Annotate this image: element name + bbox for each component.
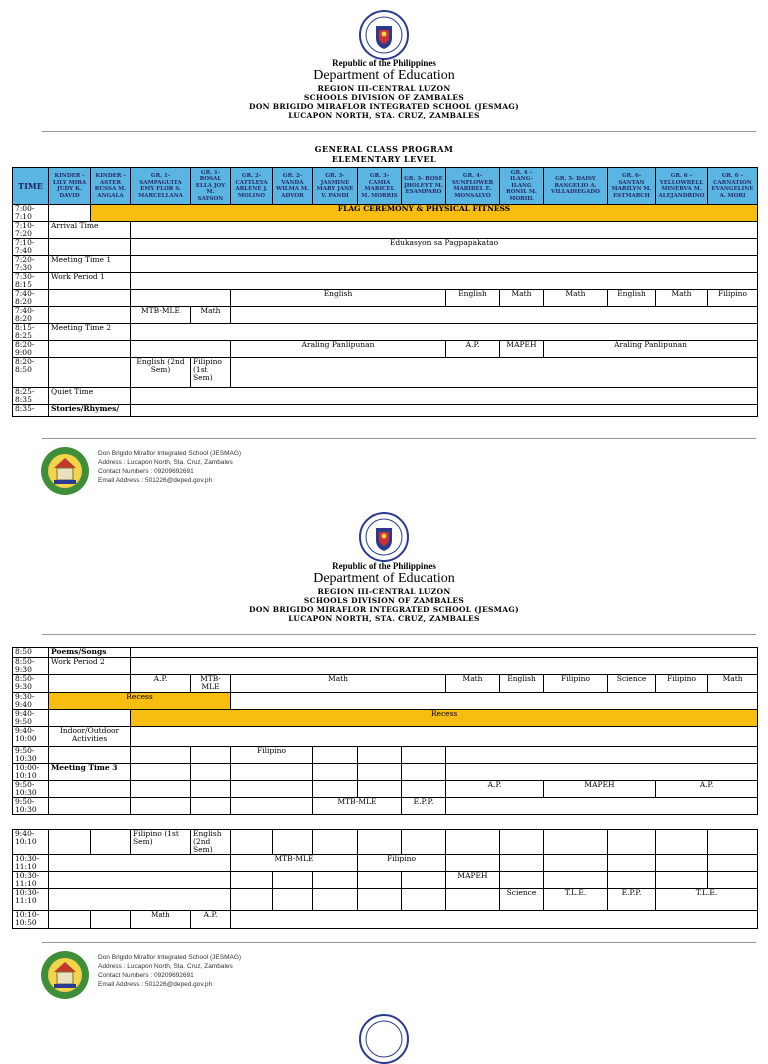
subject-cell: English (2nd Sem) [131,358,191,388]
divider [42,942,756,943]
footer-contact: Contact Numbers : 09209692691 [98,468,194,475]
time-cell: 9:40-10:10 [13,830,49,855]
col-header: GR. 4- SUNFLOWER MARIBEL E. MONSALVO [446,168,500,205]
time-cell: 7:10-7:40 [13,239,49,256]
table-row [13,727,758,747]
subject-cell: A.P. [131,675,191,693]
table-row [13,256,758,273]
subject-cell: Math [446,675,500,693]
table-row [13,911,758,929]
footer [40,446,340,496]
poems-cell: Poems/Songs [49,648,131,658]
time-cell: 9:30-9:40 [13,693,49,710]
program-title [0,144,768,164]
time-cell: 8:25-8:35 [13,388,49,405]
region-label: REGION III-CENTRAL LUZON [317,84,451,93]
recess-cell: Recess [49,693,231,710]
subject-cell: Edukasyon sa Pagpapakatao [131,239,758,256]
subject-cell: MTB-MLE [313,798,402,815]
flag-ceremony-cell: FLAG CEREMONY & PHYSICAL FITNESS [91,205,758,222]
subject-cell: Science [608,675,656,693]
republic-label: Republic of the Philippines [332,561,436,571]
subject-cell: E.P.P. [608,889,656,911]
time-cell: 8:20-9:00 [13,341,49,358]
table-row [13,290,758,307]
header-row [13,168,758,205]
table-row [13,675,758,693]
region-label: REGION III-CENTRAL LUZON [317,587,451,596]
subject-cell: Filipino (1st Sem) [191,358,231,388]
time-cell: 7:30-8:15 [13,273,49,290]
deped-seal-icon [359,1014,409,1064]
meeting-cell: Meeting Time 2 [49,324,131,341]
school-label: DON BRIGIDO MIRAFLOR INTEGRATED SCHOOL (JESMAG) [249,605,519,614]
subject-cell: Science [500,889,544,911]
table-row [13,239,758,256]
time-cell: 9:50-10:30 [13,747,49,764]
time-header: TIME [13,168,49,205]
subject-cell: English (2nd Sem) [191,830,231,855]
subject-cell: Math [708,675,758,693]
col-header: KINDER - ASTER RUSSA M. ANGALA [91,168,131,205]
subject-cell: Filipino (1st Sem) [131,830,191,855]
subject-cell: MAPEH [544,781,656,798]
subject-cell: Filipino [708,290,758,307]
page-header [0,58,768,120]
divider [42,131,756,132]
col-header: GR. 6 – YELLOWBELL MINERVA M. ALEJANDRINO [656,168,708,205]
subject-cell: T.L.E. [656,889,758,911]
table-row [13,658,758,675]
table-row [13,324,758,341]
col-header: GR. 1- ROSAL ELLA JOY M. SAYSON [191,168,231,205]
time-cell: 9:50-10:30 [13,798,49,815]
table-row [13,648,758,658]
time-cell: 7:10-7:20 [13,222,49,239]
col-header: GR. 3- CAMIA MARICEL M. MORRIS [358,168,402,205]
time-cell: 9:50-10:30 [13,781,49,798]
subject-cell: E.P.P. [402,798,446,815]
time-cell: 9:40-10:00 [13,727,49,747]
subject-cell: Filipino [656,675,708,693]
subject-cell: Math [656,290,708,307]
table-row [13,273,758,290]
time-cell: 8:50-9:30 [13,675,49,693]
table-row [13,830,758,855]
meeting-cell: Meeting Time 1 [49,256,131,273]
schedule-table-2 [12,647,758,815]
time-cell: 8:15-8:25 [13,324,49,341]
time-cell: 7:40-8:20 [13,290,49,307]
deped-seal-icon [359,512,409,562]
time-cell: 10:30-11:10 [13,889,49,911]
divider [42,634,756,635]
col-header: GR. 2- VANDA WILMA M. ADVOR [273,168,313,205]
time-cell: 7:20-7:30 [13,256,49,273]
table-row [13,307,758,324]
col-header: GR. 3- ROSE JHOLEYT M. ESAMPARO [402,168,446,205]
time-cell: 10:00-10:10 [13,764,49,781]
department-title: Department of Education [313,68,455,83]
subject-cell: A.P. [446,781,544,798]
table-row [13,889,758,911]
school-label: DON BRIGIDO MIRAFLOR INTEGRATED SCHOOL (JESMAG) [249,102,519,111]
time-cell: 8:50-9:30 [13,658,49,675]
table-row [13,798,758,815]
subject-cell: Math [500,290,544,307]
program-name: GENERAL CLASS PROGRAM [314,144,454,154]
subject-cell: A.P. [191,911,231,929]
table-row [13,222,758,239]
page-header [0,561,768,623]
subject-cell: Araling Panlipunan [544,341,758,358]
subject-cell: Filipino [358,855,446,872]
footer-address: Address : Lucapon North, Sta. Cruz, Zambales [98,459,233,466]
footer-school-name: Don Brigido Miraflor Integrated School (JESMAG) [98,450,242,457]
footer-contact: Contact Numbers : 09209692691 [98,972,194,979]
time-cell: 8:20-8:50 [13,358,49,388]
footer-email: Email Address : 501226@deped.gov.ph [98,981,213,988]
table-row [13,710,758,727]
program-level: ELEMENTARY LEVEL [331,154,437,164]
table-row [13,388,758,405]
col-header: GR. 2- CATTLEYA ARLENE J. MOLINO [231,168,273,205]
time-cell: 10:30-11:10 [13,855,49,872]
footer-email: Email Address : 501226@deped.gov.ph [98,477,213,484]
schedule-table-1 [12,167,758,417]
time-cell: 7:00-7:10 [13,205,49,222]
department-title: Department of Education [313,571,455,586]
footer-school-name: Don Brigido Miraflor Integrated School (JESMAG) [98,954,242,961]
arrival-cell: Arrival Time [49,222,131,239]
col-header: GR. 3- JASMINE MARY JANE V. PANDI [313,168,358,205]
subject-cell: MTB-MLE [191,675,231,693]
table-row [13,405,758,417]
table-row [13,764,758,781]
table-row [13,205,758,222]
subject-cell: A.P. [446,341,500,358]
subject-cell: Filipino [231,747,313,764]
activity-cell: Indoor/Outdoor Activities [49,727,131,747]
time-cell: 10:30-11:10 [13,872,49,889]
table-row [13,781,758,798]
division-label: SCHOOLS DIVISION OF ZAMBALES [303,596,465,605]
subject-cell: Filipino [544,675,608,693]
school-logo-icon [40,950,90,1000]
subject-cell: English [446,290,500,307]
subject-cell: English [500,675,544,693]
subject-cell: Math [131,911,191,929]
subject-cell: Math [544,290,608,307]
republic-label: Republic of the Philippines [332,58,436,68]
time-cell: 9:40-9:50 [13,710,49,727]
subject-cell: MTB-MLE [131,307,191,324]
subject-cell: Math [191,307,231,324]
subject-cell: English [608,290,656,307]
col-header: GR. 4 – ILANG-ILANG RONIL M. MORIIL [500,168,544,205]
meeting-cell: Meeting Time 3 [49,764,131,781]
address-label: LUCAPON NORTH, STA. CRUZ, ZAMBALES [288,614,480,623]
subject-cell: English [231,290,446,307]
subject-cell: T.L.E. [544,889,608,911]
schedule-table-3 [12,829,758,929]
col-header: GR. 1- SAMPAGUITA EMY FLOR S. MARCELLANA [131,168,191,205]
col-header: GR. 6- SANTAN MARILYN M. ESTMARCH [608,168,656,205]
division-label: SCHOOLS DIVISION OF ZAMBALES [303,93,465,102]
subject-cell: Math [231,675,446,693]
footer-address: Address : Lucapon North, Sta. Cruz, Zambales [98,963,233,970]
recess-cell: Recess [131,710,758,727]
table-row [13,341,758,358]
table-row [13,872,758,889]
quiet-time-cell: Quiet Time [49,388,131,405]
footer-text [98,449,241,485]
col-header: GR. 6 – CARNATION EVANGELINE A. MORI [708,168,758,205]
divider [42,438,756,439]
subject-cell: MAPEH [500,341,544,358]
col-header: KINDER - LILY MIRA JUDY K. DAVID [49,168,91,205]
footer-text [98,953,241,989]
subject-cell: Araling Panlipunan [231,341,446,358]
time-cell: 7:40-8:20 [13,307,49,324]
time-cell: 8:50 [13,648,49,658]
school-logo-icon [40,446,90,496]
subject-cell: MAPEH [446,872,500,889]
work-period-cell: Work Period 1 [49,273,131,290]
col-header: GR. 5- DAISY RANGELIO A. VILLADIEGADO [544,168,608,205]
table-row [13,358,758,388]
table-row [13,747,758,764]
table-row [13,855,758,872]
address-label: LUCAPON NORTH, STA. CRUZ, ZAMBALES [288,111,480,120]
footer [40,950,340,1000]
work-period-cell: Work Period 2 [49,658,131,675]
stories-cell: Stories/Rhymes/ [49,405,131,417]
deped-seal-icon [359,10,409,60]
table-row [13,693,758,710]
time-cell: 8:35- [13,405,49,417]
subject-cell: MTB-MLE [231,855,358,872]
subject-cell: A.P. [656,781,758,798]
time-cell: 10:10-10:50 [13,911,49,929]
